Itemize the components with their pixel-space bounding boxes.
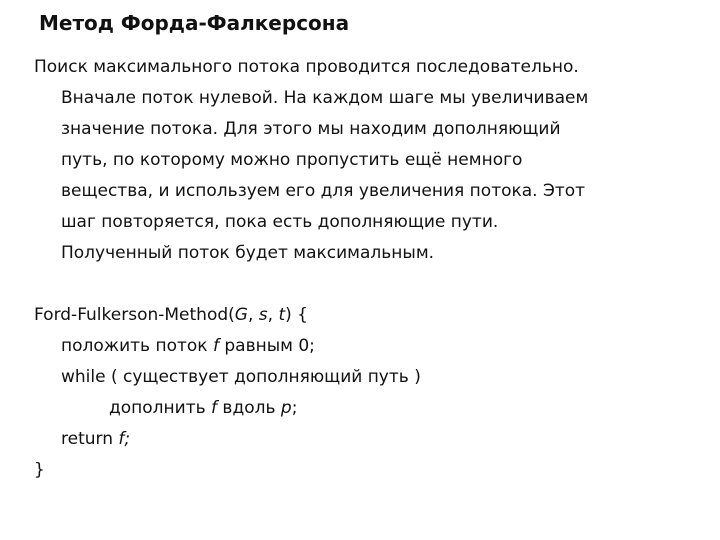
code-text: ; (291, 398, 298, 418)
code-var: f (212, 336, 219, 356)
code-line (34, 331, 684, 362)
code-text: Ford-Fulkerson-Method( (34, 305, 235, 325)
paragraph-line: Вначале поток нулевой. На каждом шаге мы увеличиваем (61, 88, 589, 108)
code-var: s (258, 305, 268, 325)
code-var: p (280, 398, 292, 418)
code-var: G (234, 305, 248, 325)
code-text: равным 0; (218, 336, 315, 356)
code-text: положить поток (61, 336, 213, 356)
code-line: while ( существует дополняющий путь ) (61, 367, 421, 387)
code-text: дополнить (109, 398, 212, 418)
paragraph-line: путь, по которому можно пропустить ещё немного (61, 150, 523, 170)
code-text: , (267, 305, 279, 325)
code-text: , (247, 305, 259, 325)
code-text: return (61, 429, 119, 449)
paragraph-line: вещества, и используем его для увеличения потока. Этот (61, 181, 586, 201)
code-closing-brace: } (34, 460, 45, 480)
code-text: ) { (285, 305, 308, 325)
slide-body (34, 52, 684, 486)
code-text: вдоль (217, 398, 281, 418)
code-line (34, 393, 684, 424)
code-signature (34, 300, 684, 331)
code-var: t (278, 305, 286, 325)
code-line (34, 424, 684, 455)
code-var: f (211, 398, 218, 418)
paragraph-line: значение потока. Для этого мы находим дополняющий (61, 119, 561, 139)
code-var: f; (118, 429, 131, 449)
paragraph-line: Полученный поток будет максимальным. (61, 243, 435, 263)
paragraph-line: шаг повторяется, пока есть дополняющие пути. (61, 212, 499, 232)
paragraph-line: Поиск максимального потока проводится последовательно. (34, 57, 579, 77)
spacer (34, 269, 684, 300)
slide-title: Метод Форда-Фалкерсона (39, 11, 350, 35)
